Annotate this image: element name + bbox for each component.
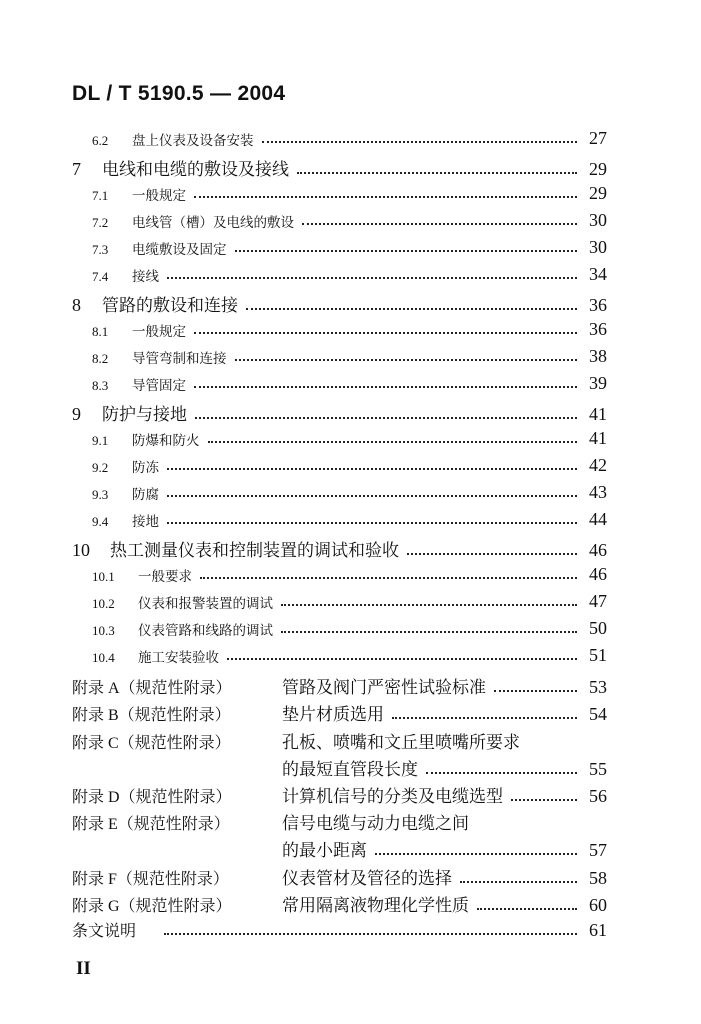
standard-code-header: DL / T 5190.5 — 2004 bbox=[72, 82, 286, 105]
toc-leader-dots bbox=[167, 522, 577, 524]
toc-entry-appendix-e[interactable] bbox=[72, 809, 607, 834]
toc-leader-dots bbox=[194, 196, 577, 198]
toc-leader-dots bbox=[200, 577, 577, 579]
toc-entry-number: 10.4 bbox=[92, 650, 115, 665]
toc-entry-title: 一般规定 bbox=[132, 188, 186, 204]
toc-entry-number: 8.1 bbox=[92, 324, 109, 339]
toc-leader-dots bbox=[164, 933, 577, 935]
toc-entry-7[interactable] bbox=[72, 155, 607, 180]
toc-entry-number: 10 bbox=[72, 540, 90, 560]
toc-entry-number: 9.4 bbox=[92, 514, 109, 529]
toc-entry-title: 垫片材质选用 bbox=[282, 705, 384, 725]
toc-entry-appendix-c-continued[interactable] bbox=[282, 755, 607, 780]
toc-entry-number: 10.1 bbox=[92, 569, 115, 584]
toc-entry-number: 附录 C（规范性附录） bbox=[72, 735, 231, 752]
toc-entry-appendix-d[interactable] bbox=[72, 782, 607, 807]
toc-entry-number: 9.1 bbox=[92, 433, 109, 448]
toc-entry-number: 10.3 bbox=[92, 623, 115, 638]
toc-entry-7-4[interactable] bbox=[92, 264, 607, 285]
toc-leader-dots bbox=[281, 631, 577, 633]
toc-entry-title: 施工安装验收 bbox=[138, 650, 219, 666]
toc-entry-title: 电线管（槽）及电线的敷设 bbox=[132, 215, 294, 231]
toc-entry-number: 附录 F（规范性附录） bbox=[72, 871, 229, 888]
toc-leader-dots bbox=[375, 853, 577, 855]
toc-entry-appendix-b[interactable] bbox=[72, 700, 607, 725]
toc-entry-number: 7.3 bbox=[92, 242, 109, 257]
toc-entry-title: 导管固定 bbox=[132, 378, 186, 394]
toc-entry-number: 9.3 bbox=[92, 487, 109, 502]
toc-entry-8-1[interactable] bbox=[92, 319, 607, 340]
toc-entry-page: 54 bbox=[589, 704, 607, 724]
toc-entry-number: 7.2 bbox=[92, 215, 109, 230]
toc-entry-page: 39 bbox=[589, 373, 607, 393]
toc-entry-10-3[interactable] bbox=[92, 618, 607, 639]
toc-entry-number: 9 bbox=[72, 404, 81, 424]
toc-entry-page: 30 bbox=[589, 210, 607, 230]
toc-entry-number: 7.4 bbox=[92, 269, 109, 284]
toc-leader-dots bbox=[208, 441, 578, 443]
toc-entry-page: 41 bbox=[589, 428, 607, 448]
toc-entry-9-4[interactable] bbox=[92, 509, 607, 530]
toc-entry-page: 57 bbox=[589, 840, 607, 860]
toc-leader-dots bbox=[194, 332, 577, 334]
toc-entry-8-3[interactable] bbox=[92, 373, 607, 394]
toc-entry-number: 8 bbox=[72, 295, 81, 315]
toc-entry-page: 30 bbox=[589, 237, 607, 257]
toc-leader-dots bbox=[262, 141, 578, 143]
toc-leader-dots bbox=[392, 717, 577, 719]
toc-entry-title: 热工测量仪表和控制装置的调试和验收 bbox=[110, 541, 399, 561]
toc-entry-number: 6.2 bbox=[92, 133, 109, 148]
toc-leader-dots bbox=[407, 553, 577, 555]
toc-entry-number: 8.3 bbox=[92, 378, 109, 393]
toc-leader-dots bbox=[167, 468, 577, 470]
toc-entry-title: 接线 bbox=[132, 269, 159, 285]
toc-entry-appendix-f[interactable] bbox=[72, 864, 607, 889]
toc-leader-dots bbox=[235, 250, 578, 252]
toc-entry-9-1[interactable] bbox=[92, 428, 607, 449]
toc-entry-page: 29 bbox=[589, 159, 607, 179]
toc-entry-page: 46 bbox=[589, 564, 607, 584]
toc-entry-10-4[interactable] bbox=[92, 645, 607, 666]
toc-entry-page: 34 bbox=[589, 264, 607, 284]
toc-leader-dots bbox=[281, 604, 577, 606]
toc-entry-title: 盘上仪表及设备安装 bbox=[132, 133, 254, 149]
toc-entry-number: 7.1 bbox=[92, 188, 109, 203]
toc-entry-number: 8.2 bbox=[92, 351, 109, 366]
toc-entry-page: 50 bbox=[589, 618, 607, 638]
toc-entry-page: 43 bbox=[589, 482, 607, 502]
toc-entry-title: 仪表管路和线路的调试 bbox=[138, 623, 273, 639]
toc-entry-page: 51 bbox=[589, 645, 607, 665]
toc-entry-page: 46 bbox=[589, 540, 607, 560]
toc-leader-dots bbox=[194, 386, 577, 388]
toc-entry-page: 27 bbox=[589, 128, 607, 148]
toc-entry-number: 10.2 bbox=[92, 596, 115, 611]
toc-entry-title: 一般要求 bbox=[138, 569, 192, 585]
toc-entry-page: 41 bbox=[589, 404, 607, 424]
toc-entry-page: 44 bbox=[589, 509, 607, 529]
toc-entry-10-2[interactable] bbox=[92, 591, 607, 612]
toc-entry-title: 接地 bbox=[132, 514, 159, 530]
toc-entry-page: 60 bbox=[589, 895, 607, 915]
toc-leader-dots bbox=[227, 658, 577, 660]
toc-entry-6-2[interactable] bbox=[92, 128, 607, 149]
toc-entry-page: 36 bbox=[589, 295, 607, 315]
toc-entry-page: 38 bbox=[589, 346, 607, 366]
toc-entry-title: 常用隔离液物理化学性质 bbox=[282, 896, 469, 916]
toc-entry-number: 条文说明 bbox=[72, 923, 137, 940]
toc-entry-9-3[interactable] bbox=[92, 482, 607, 503]
toc-leader-dots bbox=[297, 172, 577, 174]
toc-entry-title: 防冻 bbox=[132, 460, 159, 476]
toc-entry-page: 56 bbox=[589, 786, 607, 806]
toc-entry-9-2[interactable] bbox=[92, 455, 607, 476]
toc-entry-page: 53 bbox=[589, 677, 607, 697]
toc-leader-dots bbox=[235, 359, 578, 361]
toc-entry-appendix-c[interactable] bbox=[72, 728, 607, 753]
toc-entry-title: 孔板、喷嘴和文丘里喷嘴所要求 bbox=[282, 733, 520, 753]
toc-leader-dots bbox=[167, 495, 577, 497]
toc-leader-dots bbox=[477, 908, 577, 910]
toc-entry-title: 仪表管材及管径的选择 bbox=[282, 869, 452, 889]
toc-entry-title: 电线和电缆的敷设及接线 bbox=[102, 160, 289, 180]
toc-entry-9[interactable] bbox=[72, 400, 607, 425]
toc-entry-appendix-e-continued[interactable] bbox=[282, 836, 607, 861]
toc-entry-title: 信号电缆与动力电缆之间 bbox=[282, 814, 469, 834]
toc-entry-title: 导管弯制和连接 bbox=[132, 351, 227, 367]
toc-entry-7-3[interactable] bbox=[92, 237, 607, 258]
toc-entry-clause-explanation[interactable] bbox=[72, 918, 607, 941]
toc-entry-page: 36 bbox=[589, 319, 607, 339]
toc-leader-dots bbox=[246, 308, 577, 310]
toc-entry-appendix-a[interactable] bbox=[72, 673, 607, 698]
toc-entry-title: 的最小距离 bbox=[282, 841, 367, 861]
toc-entry-number: 附录 G（规范性附录） bbox=[72, 898, 232, 915]
toc-entry-number: 9.2 bbox=[92, 460, 109, 475]
toc-entry-7-2[interactable] bbox=[92, 210, 607, 231]
toc-entry-title: 管路及阀门严密性试验标准 bbox=[282, 678, 486, 698]
toc-entry-page: 29 bbox=[589, 183, 607, 203]
toc-entry-8[interactable] bbox=[72, 291, 607, 316]
toc-entry-number: 附录 E（规范性附录） bbox=[72, 816, 230, 833]
toc-entry-appendix-g[interactable] bbox=[72, 891, 607, 916]
toc-entry-page: 47 bbox=[589, 591, 607, 611]
toc-entry-title: 防爆和防火 bbox=[132, 433, 200, 449]
toc-entry-page: 55 bbox=[589, 759, 607, 779]
toc-leader-dots bbox=[426, 772, 577, 774]
toc-entry-10[interactable] bbox=[72, 536, 607, 561]
toc-leader-dots bbox=[494, 690, 577, 692]
toc-entry-number: 附录 D（规范性附录） bbox=[72, 789, 232, 806]
toc-entry-number: 附录 A（规范性附录） bbox=[72, 680, 232, 697]
toc-entry-page: 61 bbox=[589, 920, 607, 940]
toc-entry-page: 58 bbox=[589, 868, 607, 888]
toc-entry-title: 计算机信号的分类及电缆选型 bbox=[282, 787, 503, 807]
toc-entry-title: 电缆敷设及固定 bbox=[132, 242, 227, 258]
toc-leader-dots bbox=[302, 223, 577, 225]
toc-entry-title: 的最短直管段长度 bbox=[282, 760, 418, 780]
toc-entry-title: 防护与接地 bbox=[102, 405, 187, 425]
toc-leader-dots bbox=[167, 277, 577, 279]
toc-entry-10-1[interactable] bbox=[92, 564, 607, 585]
toc-entry-title: 防腐 bbox=[132, 487, 159, 503]
toc-leader-dots bbox=[460, 881, 577, 883]
toc-leader-dots bbox=[511, 799, 577, 801]
toc-entry-7-1[interactable] bbox=[92, 183, 607, 204]
toc-entry-number: 附录 B（规范性附录） bbox=[72, 707, 231, 724]
toc-entry-title: 管路的敷设和连接 bbox=[102, 296, 238, 316]
toc-entry-title: 仪表和报警装置的调试 bbox=[138, 596, 273, 612]
page-number-footer: II bbox=[76, 958, 91, 979]
toc-entry-number: 7 bbox=[72, 159, 81, 179]
toc-entry-8-2[interactable] bbox=[92, 346, 607, 367]
toc-entry-title: 一般规定 bbox=[132, 324, 186, 340]
toc-entry-page: 42 bbox=[589, 455, 607, 475]
toc-leader-dots bbox=[195, 417, 577, 419]
